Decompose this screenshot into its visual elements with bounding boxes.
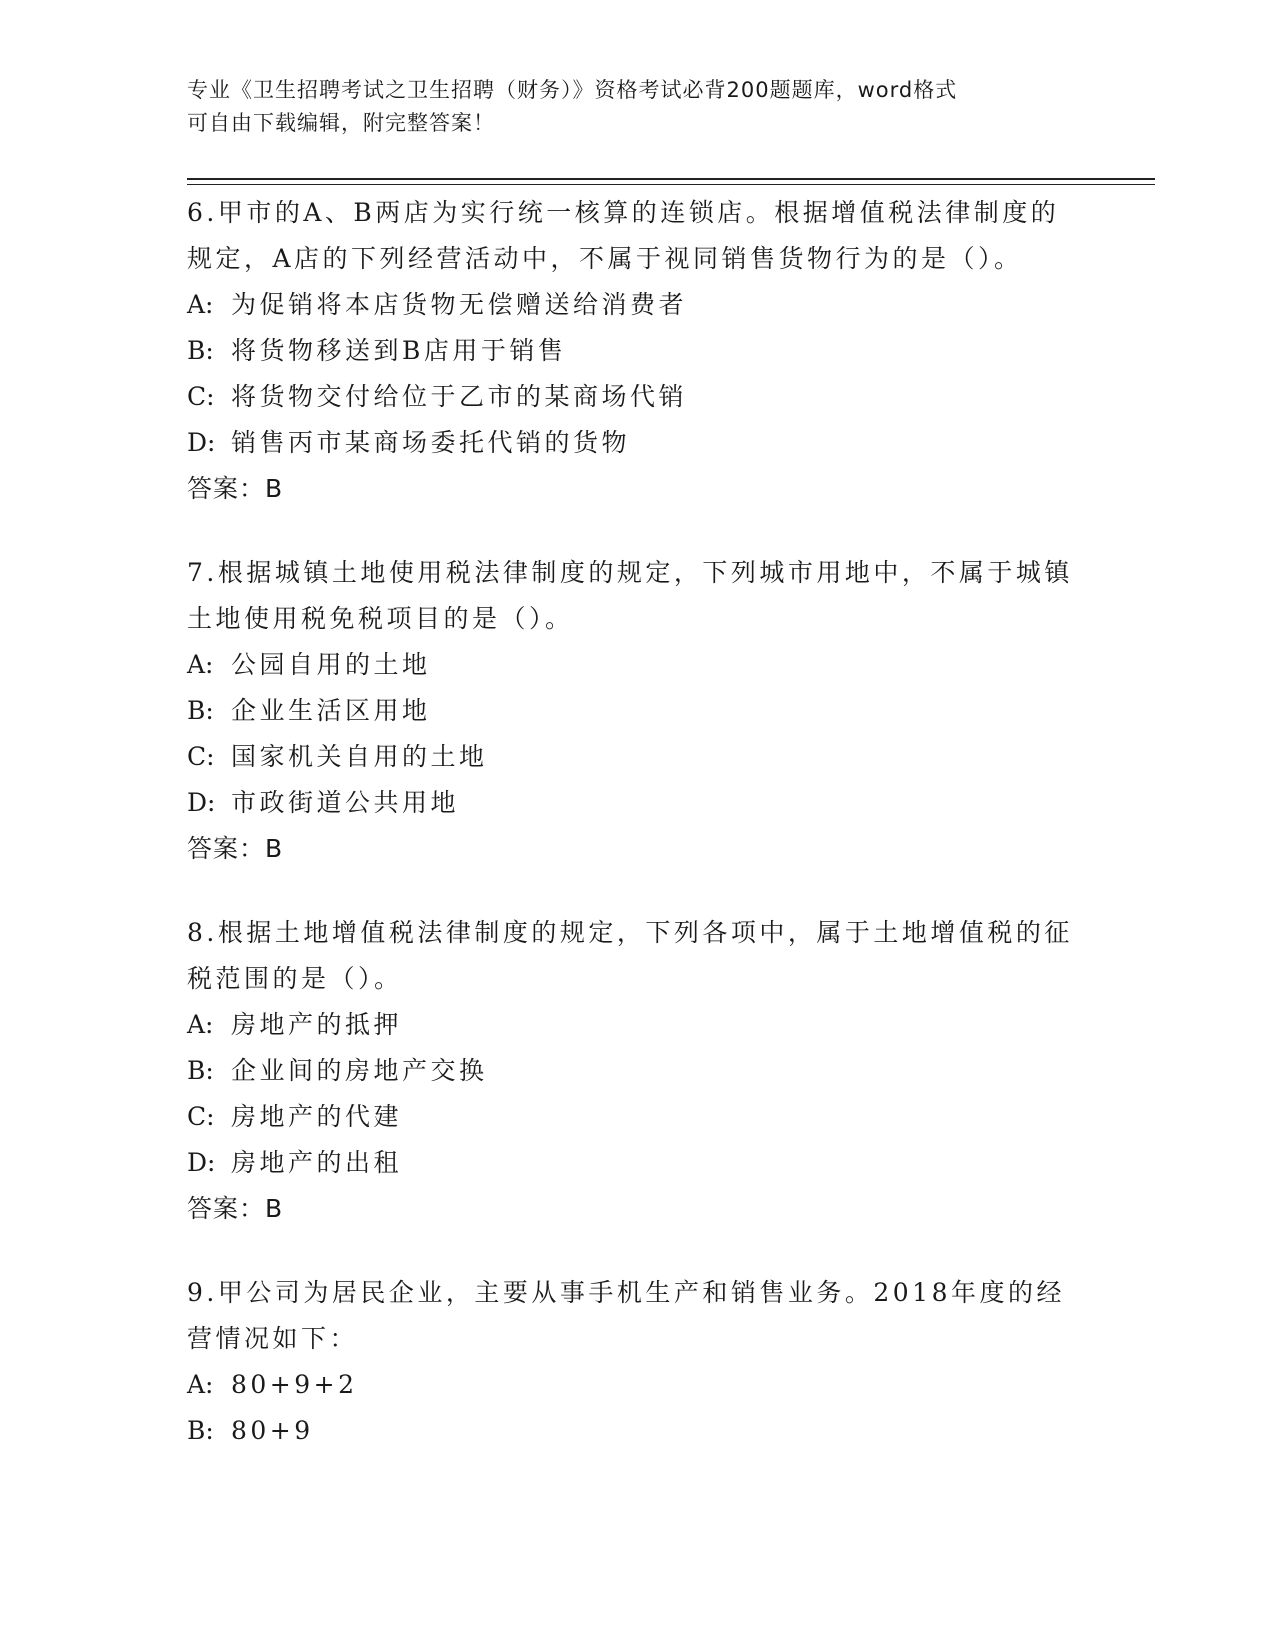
option-letter: A:: [187, 650, 214, 679]
header-line-2: 可自由下载编辑，附完整答案！: [187, 111, 495, 135]
option-text: 房地产的出租: [231, 1148, 403, 1177]
option-text: 将货物移送到B店用于销售: [231, 336, 567, 365]
option-a: [187, 1362, 1087, 1408]
answer: 答案：B: [187, 834, 284, 863]
option-letter: B:: [187, 1416, 214, 1445]
question-list: [187, 190, 1087, 1492]
option-text: 企业生活区用地: [231, 696, 431, 725]
option-letter: B:: [187, 696, 214, 725]
option-text: 企业间的房地产交换: [231, 1056, 488, 1085]
option-d: [187, 1140, 1087, 1186]
option-text: 80+9+2: [231, 1370, 358, 1399]
question-7: [187, 550, 1087, 872]
option-letter: D:: [187, 788, 216, 817]
question-stem: 7.根据城镇土地使用税法律制度的规定，下列城市用地中，不属于城镇土地使用税免税项目的是（）。: [187, 558, 1073, 633]
option-letter: D:: [187, 1148, 216, 1177]
document-header: [187, 74, 1087, 140]
option-d: [187, 780, 1087, 826]
question-stem: 9.甲公司为居民企业，主要从事手机生产和销售业务。2018年度的经营情况如下：: [187, 1278, 1065, 1353]
question-stem: 8.根据土地增值税法律制度的规定，下列各项中，属于土地增值税的征税范围的是（）。: [187, 918, 1073, 993]
option-c: [187, 374, 1087, 420]
option-a: [187, 282, 1087, 328]
option-letter: C:: [187, 1102, 215, 1131]
option-text: 公园自用的土地: [231, 650, 431, 679]
option-letter: A:: [187, 1010, 214, 1039]
option-text: 房地产的代建: [231, 1102, 403, 1131]
option-letter: C:: [187, 742, 215, 771]
option-c: [187, 1094, 1087, 1140]
option-c: [187, 734, 1087, 780]
question-9: [187, 1270, 1087, 1454]
option-letter: D:: [187, 428, 216, 457]
question-8: [187, 910, 1087, 1232]
header-divider-thick: [187, 178, 1155, 180]
option-letter: C:: [187, 382, 215, 411]
option-a: [187, 1002, 1087, 1048]
option-b: [187, 688, 1087, 734]
option-text: 销售丙市某商场委托代销的货物: [231, 428, 631, 457]
option-text: 国家机关自用的土地: [231, 742, 488, 771]
option-a: [187, 642, 1087, 688]
option-d: [187, 420, 1087, 466]
question-stem: 6.甲市的A、B两店为实行统一核算的连锁店。根据增值税法律制度的规定，A店的下列经营活动中，不属于视同销售货物行为的是（）。: [187, 198, 1060, 273]
question-6: [187, 190, 1087, 512]
answer: 答案：B: [187, 1194, 284, 1223]
answer: 答案：B: [187, 474, 284, 503]
option-b: [187, 328, 1087, 374]
option-letter: A:: [187, 290, 214, 319]
option-text: 将货物交付给位于乙市的某商场代销: [231, 382, 688, 411]
option-letter: B:: [187, 336, 214, 365]
option-letter: A:: [187, 1370, 214, 1399]
header-divider-thin: [187, 184, 1155, 185]
header-line-1: 专业《卫生招聘考试之卫生招聘（财务）》资格考试必背200题题库，word格式: [187, 78, 958, 102]
option-b: [187, 1048, 1087, 1094]
option-text: 市政街道公共用地: [231, 788, 460, 817]
option-b: [187, 1408, 1087, 1454]
option-letter: B:: [187, 1056, 214, 1085]
option-text: 80+9: [231, 1416, 314, 1445]
option-text: 房地产的抵押: [231, 1010, 403, 1039]
option-text: 为促销将本店货物无偿赠送给消费者: [231, 290, 688, 319]
